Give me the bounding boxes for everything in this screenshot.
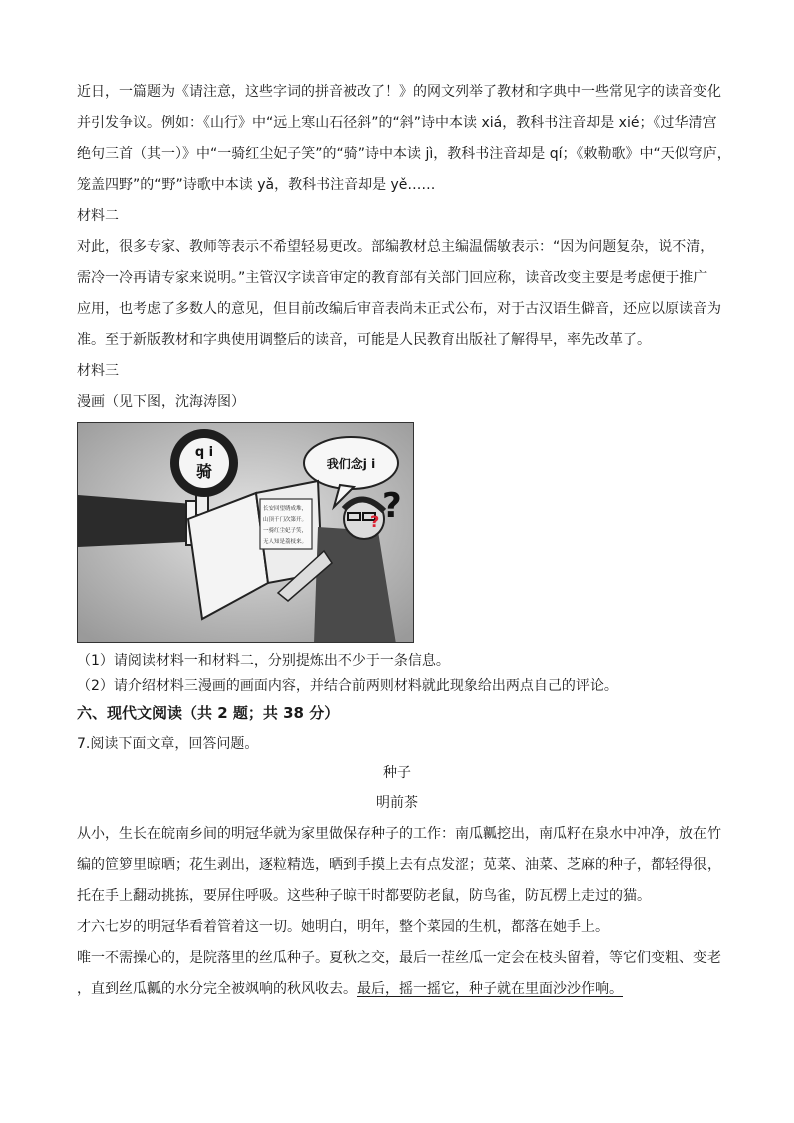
paragraph-line: 并引发争议。例如：《山行》中“远上寒山石径斜”的“斜”诗中本读 xiá，教科书注音却是 xié；《过华清宫 (77, 115, 717, 131)
article-title: 种子 (383, 765, 411, 781)
article-line-last (77, 979, 727, 999)
paragraph-line: 笼盖四野”的“野”诗歌中本读 yǎ，教科书注音却是 yě…… (77, 177, 436, 193)
cartoon-caption: 漫画（见下图，沈海涛图） (77, 394, 245, 410)
article-line: 托在手上翻动挑拣，要屏住呼吸。这些种子晾干时都要防老鼠，防鸟雀，防瓦楞上走过的猫。 (77, 888, 651, 904)
book-line: 长安回望绣成堆， (263, 506, 308, 512)
sign-pinyin: q i (194, 445, 214, 460)
paragraph-line: 准。至于新版教材和字典使用调整后的读音，可能是人民教育出版社了解得早，率先改革了。 (77, 332, 651, 348)
article-line: 编的笸箩里晾晒；花生剥出，逐粒精选，晒到手摸上去有点发涩；苋菜、油菜、芝麻的种子，都轻得很， (77, 857, 721, 873)
article-line: 从小，生长在皖南乡间的明冠华就为家里做保存种子的工作：南瓜瓤挖出，南瓜籽在泉水中冲净，放在竹 (77, 826, 721, 842)
book-line: 山顶千门次第开。 (263, 517, 308, 523)
article-line: 唯一不需操心的，是院落里的丝瓜种子。夏秋之交，最后一茬丝瓜一定会在枝头留着，等它们变粗、变老 (77, 950, 721, 966)
article-text: ，直到丝瓜瓤的水分完全被飒响的秋风收去。 (77, 981, 357, 997)
question-1: （1）请阅读材料一和材料二，分别提炼出不少于一条信息。 (77, 653, 450, 669)
article-author: 明前茶 (376, 795, 418, 811)
question-mark: ? (382, 486, 402, 526)
paragraph-line: 应用，也考虑了多数人的意见，但目前改编后审音表尚未正式公布，对于古汉语生僻音，还应以原读音为 (77, 301, 721, 317)
speech-bubble-text: 我们念j i (326, 457, 376, 471)
book-line: 一骑红尘妃子笑， (263, 528, 308, 534)
question-2: （2）请介绍材料三漫画的画面内容，并结合前两则材料就此现象给出两点自己的评论。 (77, 678, 618, 694)
question-7-prompt: 7.阅读下面文章，回答问题。 (77, 736, 259, 752)
material3-heading: 材料三 (77, 363, 119, 379)
sign-character: 骑 (195, 462, 213, 481)
book-line: 无人知是荔枝来。 (263, 539, 308, 545)
cartoon-image (77, 422, 414, 643)
article-line: 才六七岁的明冠华看着管着这一切。她明白，明年，整个菜园的生机，都落在她手上。 (77, 919, 609, 935)
section-heading: 六、现代文阅读（共 2 题；共 38 分） (77, 704, 340, 722)
question-mark: ? (370, 512, 380, 531)
paragraph-line: 绝句三首（其一）》中“一骑红尘妃子笑”的“骑”诗中本读 jì，教科书注音却是 qí；《敕勒歌》中“天似穹庐， (77, 146, 731, 162)
underlined-sentence: 最后，摇一摇它，种子就在里面沙沙作响。 (357, 981, 623, 997)
paragraph-line: 对此，很多专家、教师等表示不希望轻易更改。部编教材总主编温儒敏表示：“因为问题复杂，说不清， (77, 239, 715, 255)
paragraph-line: 近日，一篇题为《请注意，这些字词的拼音被改了！》的网文列举了教材和字典中一些常见字的读音变化 (77, 84, 721, 100)
material2-heading: 材料二 (77, 208, 119, 224)
paragraph-line: 需冷一冷再请专家来说明。”主管汉字读音审定的教育部有关部门回应称，读音改变主要是考虑便于推广 (77, 270, 708, 286)
